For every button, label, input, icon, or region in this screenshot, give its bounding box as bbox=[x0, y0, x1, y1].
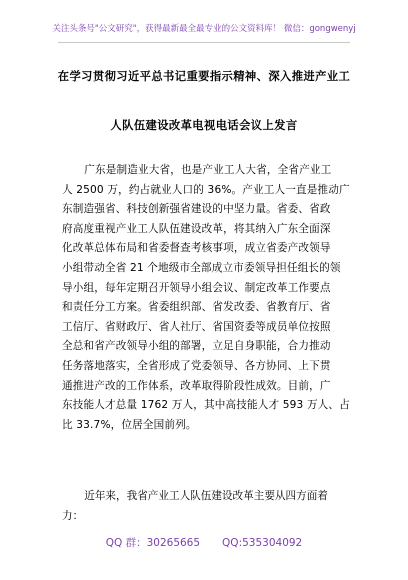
header-banner: 关注头条号"公文研究"，获得最新最全最专业的公文资料库！ 微信：gongwenyj bbox=[52, 24, 356, 34]
para1-line: 任务落地落实，全省形成了党委领导、各方协同、上下贯 bbox=[62, 359, 331, 372]
para2-line: 力： bbox=[62, 509, 84, 522]
para1-line: 和责任分工方案。省委组织部、省发改委、省教育厅、省 bbox=[62, 301, 331, 314]
header-divider bbox=[58, 42, 350, 43]
body-paragraph-1 bbox=[62, 161, 348, 435]
para1-line: 导小组，每年定期召开领导小组会议、制定改革工作要点 bbox=[62, 281, 331, 294]
document-title-line-1: 在学习贯彻习近平总书记重要指示精神、深入推进产业工 bbox=[57, 69, 351, 83]
para1-line: 小组带动全省 21 个地级市全部成立市委领导担任组长的领 bbox=[62, 261, 341, 274]
para1-line: 比 33.7%，位居全国前列。 bbox=[62, 418, 197, 431]
para1-line: 通推进产改的工作体系，改革取得阶段性成效。目前，广 bbox=[62, 379, 331, 392]
para1-line: 全总和省产改领导小组的部署，立足自身职能，合力推动 bbox=[62, 340, 331, 353]
para1-line: 人 2500 万，约占就业人口的 36%。产业工人一直是推动广 bbox=[62, 183, 350, 196]
footer-contact bbox=[0, 535, 408, 550]
para2-line: 近年来，我省产业工人队伍建设改革主要从四方面着 bbox=[84, 490, 328, 502]
para1-line: 化改革总体布局和省委督查考核事项，成立省委产改领导 bbox=[62, 242, 331, 255]
para1-line: 广东是制造业大省，也是产业工人大省，全省产业工 bbox=[84, 164, 332, 176]
para1-line: 府高度重视产业工人队伍建设改革，将其纳入广东全面深 bbox=[62, 222, 331, 235]
document-title-line-2: 人队伍建设改革电视电话会议上发言 bbox=[110, 118, 298, 132]
para1-line: 东制造强省、科技创新强省建设的中坚力量。省委、省政 bbox=[62, 203, 331, 216]
para1-line: 东技能人才总量 1762 万人，其中高技能人才 593 万人、占 bbox=[62, 399, 350, 412]
para1-line: 工信厅、省财政厅、省人社厅、省国资委等成员单位按照 bbox=[62, 320, 331, 333]
footer-qq-group: QQ 群：30265665 bbox=[105, 537, 201, 549]
body-paragraph-2 bbox=[62, 487, 348, 526]
footer-qq: QQ:535304092 bbox=[222, 537, 303, 549]
